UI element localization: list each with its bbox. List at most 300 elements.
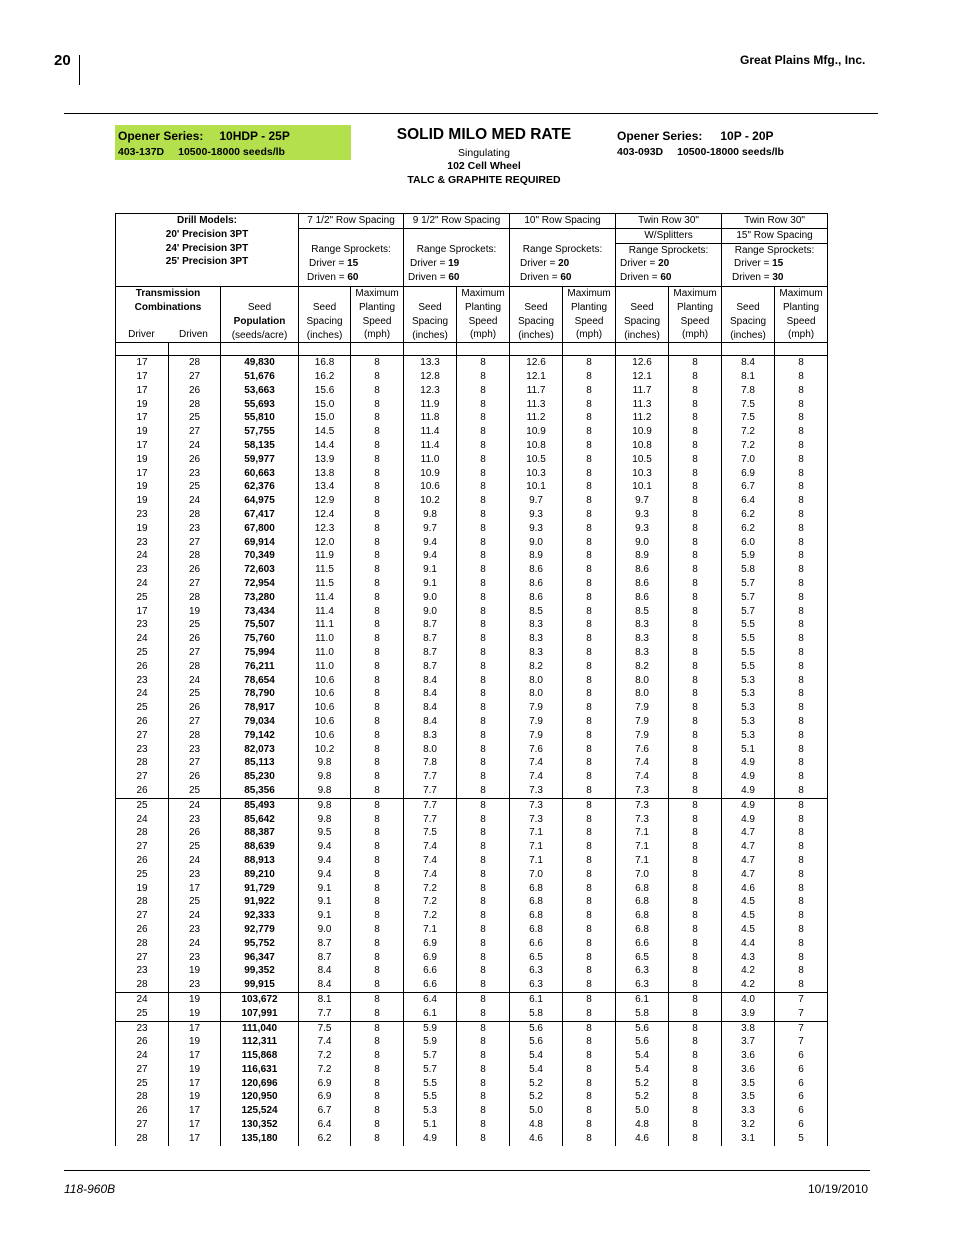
table-cell: 25 [169,687,221,701]
table-cell: 9.5 [299,826,351,840]
table-cell: 8 [457,992,510,1006]
table-cell: 8 [457,494,510,508]
table-cell: 8 [775,813,828,827]
range-label: Range Sprockets: [628,244,709,256]
table-cell: 6.8 [616,882,669,896]
table-cell: 25 [169,480,221,494]
table-cell: 7.7 [404,813,457,827]
table-cell: 6 [775,1090,828,1104]
page-title: SOLID MILO MED RATE [396,126,572,143]
table-cell: 6.8 [510,909,563,923]
table-row [116,826,828,840]
spacing-header: 9 1/2" Row Spacing [404,214,510,229]
driver-value: 19 [448,257,460,269]
table-cell: 85,113 [221,756,299,770]
driver-value: 20 [658,258,670,270]
table-cell: 8 [563,536,616,550]
table-cell: 7 [775,992,828,1006]
table-cell: 58,135 [221,439,299,453]
table-cell: 85,493 [221,798,299,812]
table-cell: 92,779 [221,923,299,937]
table-cell: 8 [351,978,404,992]
table-cell: 7.7 [404,770,457,784]
table-cell: 8 [457,882,510,896]
driver-col-header: Driver [128,329,155,340]
table-cell: 12.9 [299,494,351,508]
table-cell: 13.4 [299,480,351,494]
driven-label: Driven = [307,271,348,283]
table-cell: 8 [563,964,616,978]
table-cell: 88,387 [221,826,299,840]
table-cell: 19 [169,1090,221,1104]
table-cell: 3.7 [722,1035,775,1049]
table-cell: 4.3 [722,951,775,965]
table-cell: 8 [457,840,510,854]
table-cell: 5.2 [616,1090,669,1104]
table-cell: 11.4 [404,439,457,453]
table-cell: 8 [669,868,722,882]
table-cell: 8 [351,770,404,784]
table-cell: 24 [169,494,221,508]
table-cell: 72,954 [221,577,299,591]
table-cell: 24 [169,937,221,951]
table-cell: 8 [563,577,616,591]
table-cell: 8 [457,605,510,619]
table-cell: 7.9 [616,715,669,729]
table-cell: 6.9 [404,937,457,951]
table-cell: 11.4 [299,605,351,619]
table-cell: 5.4 [510,1049,563,1063]
table-cell: 9.1 [299,895,351,909]
table-cell: 8 [563,813,616,827]
table-cell: 23 [169,743,221,757]
table-cell: 19 [116,480,169,494]
table-row [116,660,828,674]
table-cell: 8 [457,978,510,992]
table-cell: 8 [563,1118,616,1132]
table-cell: 9.8 [299,784,351,798]
table-cell: 8 [775,784,828,798]
table-cell: 11.5 [299,577,351,591]
table-cell: 16.2 [299,370,351,384]
table-cell: 8 [351,729,404,743]
table-cell: 8 [775,798,828,812]
table-cell: 8.4 [404,701,457,715]
table-cell: 8 [563,798,616,812]
table-cell: 8.0 [616,674,669,688]
table-cell: 4.9 [722,770,775,784]
table-cell: 8 [563,1049,616,1063]
table-cell: 8.3 [616,632,669,646]
table-cell: 6 [775,1049,828,1063]
table-cell: 88,913 [221,854,299,868]
table-cell: 8.1 [299,992,351,1006]
hdr-line: Population [233,315,286,327]
table-cell: 5.9 [404,1021,457,1035]
table-cell: 75,760 [221,632,299,646]
table-cell: 6.0 [722,536,775,550]
table-cell: 8 [563,743,616,757]
table-cell: 6.9 [722,467,775,481]
table-cell: 23 [169,467,221,481]
table-row [116,715,828,729]
table-cell: 5.3 [404,1104,457,1118]
table-cell: 11.2 [616,411,669,425]
table-cell: 19 [116,425,169,439]
table-cell: 8 [563,425,616,439]
table-cell: 8 [457,356,510,370]
table-cell: 8 [457,563,510,577]
table-cell: 8 [457,743,510,757]
seed-population-header [221,287,299,343]
table-cell: 8 [669,563,722,577]
table-cell: 5.1 [722,743,775,757]
table-row [116,895,828,909]
table-cell: 10.1 [510,480,563,494]
table-cell: 17 [116,411,169,425]
table-cell: 8 [775,701,828,715]
table-cell: 8.0 [510,674,563,688]
table-cell: 7.6 [510,743,563,757]
table-cell: 7.4 [510,770,563,784]
table-cell: 8.4 [299,964,351,978]
table-cell: 19 [169,992,221,1006]
table-cell: 27 [116,729,169,743]
table-cell: 8 [775,384,828,398]
table-cell: 5.5 [722,646,775,660]
table-cell: 28 [116,826,169,840]
table-cell: 7.1 [404,923,457,937]
table-cell: 6.8 [616,895,669,909]
table-cell: 8 [669,646,722,660]
table-cell: 23 [116,536,169,550]
table-cell: 8 [775,826,828,840]
table-cell: 8 [457,549,510,563]
table-cell: 8 [669,1021,722,1035]
table-cell: 9.4 [404,536,457,550]
table-cell: 8 [775,549,828,563]
opener-part: 403-137D [118,146,165,158]
table-cell: 7.4 [404,840,457,854]
table-cell: 9.4 [299,840,351,854]
table-cell: 23 [116,508,169,522]
table-cell: 5.4 [510,1063,563,1077]
table-cell: 8 [563,715,616,729]
table-cell: 8.4 [722,356,775,370]
table-cell: 8 [775,868,828,882]
table-cell: 8 [669,384,722,398]
table-cell: 23 [169,978,221,992]
drill-models-cell [116,214,299,287]
table-cell: 10.9 [616,425,669,439]
table-row [116,978,828,992]
table-cell: 8 [669,549,722,563]
table-cell: 6.8 [510,882,563,896]
table-cell: 8 [669,536,722,550]
subtitle-cell-wheel: 102 Cell Wheel [447,160,521,172]
table-cell: 91,729 [221,882,299,896]
table-cell: 8 [775,964,828,978]
table-cell: 8 [669,1035,722,1049]
table-cell: 9.0 [299,923,351,937]
driven-col-header: Driven [178,329,208,340]
table-cell: 125,524 [221,1104,299,1118]
table-cell: 26 [169,770,221,784]
table-cell: 8 [457,964,510,978]
table-cell: 5.7 [404,1063,457,1077]
table-cell: 10.9 [404,467,457,481]
table-cell: 8 [563,618,616,632]
table-cell: 12.0 [299,536,351,550]
table-cell: 8 [351,632,404,646]
table-cell: 8 [563,1035,616,1049]
table-cell: 14.5 [299,425,351,439]
table-cell: 27 [116,909,169,923]
table-cell: 7.7 [404,784,457,798]
table-cell: 27 [116,770,169,784]
table-cell: 24 [116,632,169,646]
table-cell: 8 [563,826,616,840]
table-cell: 27 [116,840,169,854]
table-cell: 8 [563,563,616,577]
table-cell: 8 [775,480,828,494]
table-cell: 8.7 [404,618,457,632]
table-cell: 8 [457,398,510,412]
table-cell: 8 [351,951,404,965]
table-cell: 25 [116,1077,169,1091]
table-cell: 7.5 [404,826,457,840]
table-cell: 8 [351,756,404,770]
table-cell: 8 [775,854,828,868]
table-cell: 8 [669,813,722,827]
table-cell: 7.3 [510,798,563,812]
title-block [370,126,598,186]
table-cell: 3.6 [722,1063,775,1077]
table-cell: 8 [351,909,404,923]
table-cell: 8 [669,840,722,854]
table-cell: 17 [116,439,169,453]
table-cell: 8 [563,882,616,896]
table-cell: 79,142 [221,729,299,743]
table-cell: 51,676 [221,370,299,384]
table-cell: 8 [775,660,828,674]
table-row [116,1021,828,1035]
table-cell: 135,180 [221,1132,299,1146]
table-cell: 8 [457,1118,510,1132]
table-cell: 8 [775,467,828,481]
table-cell: 4.4 [722,937,775,951]
table-cell: 10.3 [510,467,563,481]
table-cell: 8 [563,923,616,937]
table-cell: 8 [351,840,404,854]
table-cell: 8 [775,687,828,701]
table-cell: 4.6 [510,1132,563,1146]
opener-series: 10P - 20P [720,129,774,143]
table-cell: 8 [669,992,722,1006]
table-cell: 8 [775,895,828,909]
table-cell: 5.2 [510,1090,563,1104]
table-cell: 6.6 [404,978,457,992]
table-cell: 13.3 [404,356,457,370]
table-cell: 28 [169,508,221,522]
table-cell: 99,915 [221,978,299,992]
table-cell: 107,991 [221,1007,299,1021]
table-cell: 8 [669,729,722,743]
table-cell: 96,347 [221,951,299,965]
table-row [116,384,828,398]
table-cell: 13.8 [299,467,351,481]
table-cell: 8.3 [404,729,457,743]
table-cell: 5.1 [404,1118,457,1132]
table-cell: 8 [457,508,510,522]
header-divider [79,55,80,85]
table-cell: 19 [116,398,169,412]
table-cell: 6.6 [616,937,669,951]
hdr-line: (seeds/acre) [231,329,288,341]
table-cell: 15.0 [299,411,351,425]
table-cell: 10.5 [510,453,563,467]
table-cell: 24 [116,687,169,701]
table-row [116,1104,828,1118]
table-cell: 8 [351,743,404,757]
table-cell: 8 [457,784,510,798]
table-row [116,882,828,896]
table-cell: 8 [351,549,404,563]
table-cell: 8 [775,411,828,425]
table-cell: 7.2 [404,882,457,896]
table-cell: 24 [169,909,221,923]
table-cell: 7.1 [510,854,563,868]
table-cell: 25 [116,1007,169,1021]
table-row [116,964,828,978]
table-cell: 8.4 [404,687,457,701]
table-cell: 8 [563,951,616,965]
table-cell: 8.3 [616,646,669,660]
table-cell: 24 [169,798,221,812]
table-cell: 5.8 [722,563,775,577]
table-cell: 8 [669,978,722,992]
table-cell: 10.9 [510,425,563,439]
table-cell: 10.1 [616,480,669,494]
table-cell: 11.0 [404,453,457,467]
table-cell: 4.9 [722,813,775,827]
table-row [116,937,828,951]
document-date: 10/19/2010 [808,1182,869,1196]
table-cell: 28 [116,978,169,992]
table-row [116,1049,828,1063]
table-cell: 10.3 [616,467,669,481]
table-cell: 8 [775,770,828,784]
table-cell: 8.4 [404,674,457,688]
table-cell: 8 [457,1077,510,1091]
table-cell: 8.6 [510,563,563,577]
table-cell: 8 [563,756,616,770]
driver-label: Driver = [309,257,348,269]
table-cell: 7.1 [616,826,669,840]
table-cell: 8 [351,591,404,605]
table-cell: 11.1 [299,618,351,632]
table-cell: 28 [169,549,221,563]
table-cell: 5.9 [404,1035,457,1049]
table-cell: 8 [775,508,828,522]
table-cell: 8 [775,632,828,646]
table-row [116,1132,828,1146]
opener-label: Opener Series: [617,129,703,143]
table-cell: 8 [457,591,510,605]
table-cell: 8 [351,1090,404,1104]
table-cell: 3.8 [722,1021,775,1035]
table-cell: 8 [457,951,510,965]
table-cell: 8.6 [510,591,563,605]
table-cell: 23 [169,813,221,827]
table-cell: 8 [669,826,722,840]
table-cell: 8 [457,1049,510,1063]
table-cell: 10.8 [616,439,669,453]
table-cell: 9.7 [616,494,669,508]
table-cell: 8.3 [510,632,563,646]
opener-series-left [115,125,351,160]
table-cell: 8 [351,411,404,425]
table-cell: 8 [457,480,510,494]
table-cell: 8 [669,701,722,715]
table-cell: 7.5 [299,1021,351,1035]
table-cell: 8 [457,756,510,770]
table-row [116,467,828,481]
table-cell: 7.1 [616,854,669,868]
table-cell: 5.3 [722,715,775,729]
table-cell: 10.2 [299,743,351,757]
table-cell: 9.0 [616,536,669,550]
table-row [116,840,828,854]
table-row [116,813,828,827]
table-cell: 24 [169,854,221,868]
table-cell: 8 [669,882,722,896]
spacing-col-header: Seed Spacing (inches) [510,287,563,343]
table-cell: 26 [169,826,221,840]
table-cell: 8 [351,687,404,701]
table-cell: 4.6 [722,882,775,896]
table-cell: 8 [775,398,828,412]
table-cell: 4.7 [722,840,775,854]
table-cell: 8 [563,909,616,923]
table-cell: 12.1 [510,370,563,384]
table-cell: 9.8 [404,508,457,522]
table-row [116,439,828,453]
table-cell: 10.6 [404,480,457,494]
table-cell: 12.3 [404,384,457,398]
table-cell: 8.4 [404,715,457,729]
table-cell: 8.5 [510,605,563,619]
table-row [116,480,828,494]
table-cell: 8 [457,687,510,701]
table-cell: 8 [563,674,616,688]
table-cell: 8.3 [616,618,669,632]
table-cell: 8 [351,798,404,812]
table-cell: 8 [563,687,616,701]
table-row [116,854,828,868]
table-cell: 23 [116,563,169,577]
table-cell: 9.1 [299,909,351,923]
drill-model: 24' Precision 3PT [165,242,249,254]
table-cell: 8 [351,882,404,896]
table-cell: 112,311 [221,1035,299,1049]
table-cell: 8 [351,701,404,715]
table-cell: 7.2 [404,895,457,909]
table-cell: 8 [775,840,828,854]
table-cell: 6.6 [510,937,563,951]
table-cell: 8 [563,1090,616,1104]
table-cell: 8 [775,882,828,896]
